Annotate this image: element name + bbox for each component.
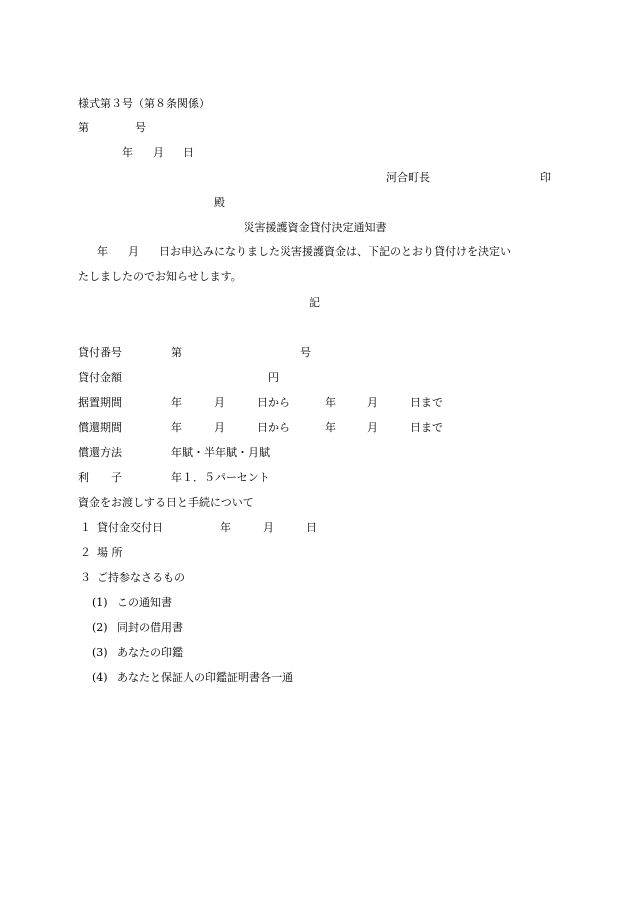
repayment-year2: 年: [325, 421, 336, 434]
deferment-month1: 月: [214, 396, 225, 409]
deferment-month2: 月: [367, 396, 378, 409]
number-suffix: 号: [135, 121, 146, 134]
date-day: 日: [183, 146, 194, 159]
item1-number: １: [80, 521, 91, 534]
body-line1: 日お申込みになりました災害援護資金は、下記のとおり貸付けを決定い: [159, 245, 511, 258]
repayment-year1: 年: [171, 421, 182, 434]
mayor-title: 河合町長: [386, 171, 430, 184]
loan-number-dai: 第: [171, 346, 182, 359]
form-number: 様式第３号（第８条関係）: [78, 97, 210, 110]
item3-label: ご持参なさるもの: [97, 571, 185, 584]
subitem-text: あなたと保証人の印鑑証明書各一通: [117, 671, 293, 684]
date-month: 月: [153, 146, 164, 159]
body-month: 月: [128, 245, 139, 258]
addressee-honorific: 殿: [214, 196, 225, 209]
repayment-period-label: 償還期間: [78, 421, 122, 434]
item2-number: ２: [80, 546, 91, 559]
item1-month: 月: [263, 521, 274, 534]
deferment-day1: 日から: [257, 396, 290, 409]
body-year: 年: [97, 245, 108, 258]
subitem-number: (4): [92, 671, 108, 684]
subitem-text: 同封の借用書: [117, 621, 183, 634]
body-line2: たしましたのでお知らせします。: [78, 270, 242, 283]
loan-amount-unit: 円: [268, 371, 279, 384]
date-year: 年: [122, 146, 133, 159]
deferment-day2: 日まで: [410, 396, 443, 409]
document-title: 災害援護資金貸付決定通知書: [243, 221, 387, 234]
loan-number-go: 号: [300, 346, 311, 359]
loan-amount-label: 貸付金額: [78, 371, 122, 384]
item3-number: ３: [80, 571, 91, 584]
repayment-month2: 月: [367, 421, 378, 434]
item1-label: 貸付金交付日: [97, 521, 163, 534]
item2-label: 場 所: [97, 546, 123, 559]
item1-year: 年: [220, 521, 231, 534]
interest-label: 利 子: [78, 471, 122, 484]
ki-heading: 記: [309, 296, 320, 309]
number-prefix: 第: [78, 121, 89, 134]
repayment-method-label: 償還方法: [78, 446, 122, 459]
item1-day: 日: [306, 521, 317, 534]
subitem-text: この通知書: [117, 596, 172, 609]
loan-number-label: 貸付番号: [78, 346, 122, 359]
seal-mark: 印: [540, 171, 551, 184]
deferment-label: 据置期間: [78, 396, 122, 409]
interest-value: 年１．５パーセント: [171, 471, 270, 484]
deferment-year1: 年: [171, 396, 182, 409]
subitem-number: (2): [92, 621, 108, 634]
repayment-day1: 日から: [257, 421, 290, 434]
procedure-heading: 資金をお渡しする日と手続について: [78, 496, 254, 509]
repayment-method-value: 年賦・半年賦・月賦: [171, 446, 270, 459]
repayment-day2: 日まで: [410, 421, 443, 434]
repayment-month1: 月: [214, 421, 225, 434]
subitem-number: (3): [92, 646, 108, 659]
deferment-year2: 年: [325, 396, 336, 409]
subitem-number: (1): [92, 596, 108, 609]
subitem-text: あなたの印鑑: [117, 646, 183, 659]
